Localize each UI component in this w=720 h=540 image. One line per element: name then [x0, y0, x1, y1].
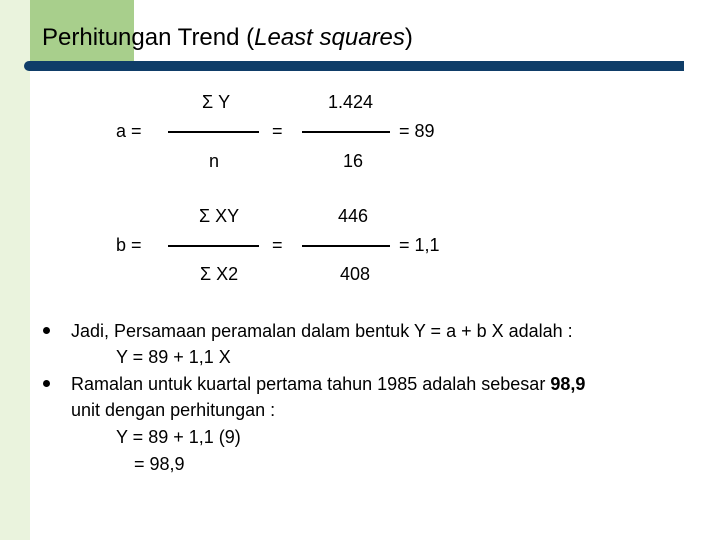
formula-b-denominator-value: 408 [340, 264, 371, 284]
forecast-value: 98,9 [550, 374, 586, 394]
formula-b-lhs: b = [116, 235, 142, 255]
formula-a-lhs: a = [116, 121, 142, 141]
formula-a-fraction-line [168, 131, 259, 133]
bullet-2-line-2: unit dengan perhitungan : [71, 400, 276, 420]
slide-title: Perhitungan Trend (Least squares) [42, 24, 413, 51]
bullet-2-result: = 98,9 [134, 454, 185, 474]
formula-a-denominator-value: 16 [343, 151, 364, 171]
bullet-dot-2 [43, 380, 50, 387]
formula-b-value-fraction-line [302, 245, 390, 247]
formula-b-numerator-value: 446 [338, 206, 369, 226]
formula-b-numerator-symbol: Σ XY [199, 206, 240, 226]
formula-b-denominator-symbol: Σ X2 [200, 264, 239, 284]
formula-a-result: = 89 [399, 121, 435, 141]
formula-a-value-fraction-line [302, 131, 390, 133]
formula-a-equals: = [272, 121, 283, 141]
formula-b-equals: = [272, 235, 283, 255]
bullet-dot-1 [43, 327, 50, 334]
formula-a-denominator-symbol: n [209, 151, 220, 171]
bullet-2-equation: Y = 89 + 1,1 (9) [116, 427, 241, 447]
bullet-1-line-1: Jadi, Persamaan peramalan dalam bentuk Y = a + b X adalah : [71, 321, 573, 341]
title-underline-rule [24, 61, 684, 71]
formula-b-fraction-line [168, 245, 259, 247]
bullet-2-line-1: Ramalan untuk kuartal pertama tahun 1985 adalah sebesar 98,9 [71, 374, 586, 394]
formula-a-numerator-value: 1.424 [328, 92, 374, 112]
left-accent-bar [0, 0, 30, 540]
formula-b-result: = 1,1 [399, 235, 440, 255]
bullet-1-equation: Y = 89 + 1,1 X [116, 347, 231, 367]
formula-a-numerator-symbol: Σ Y [202, 92, 231, 112]
